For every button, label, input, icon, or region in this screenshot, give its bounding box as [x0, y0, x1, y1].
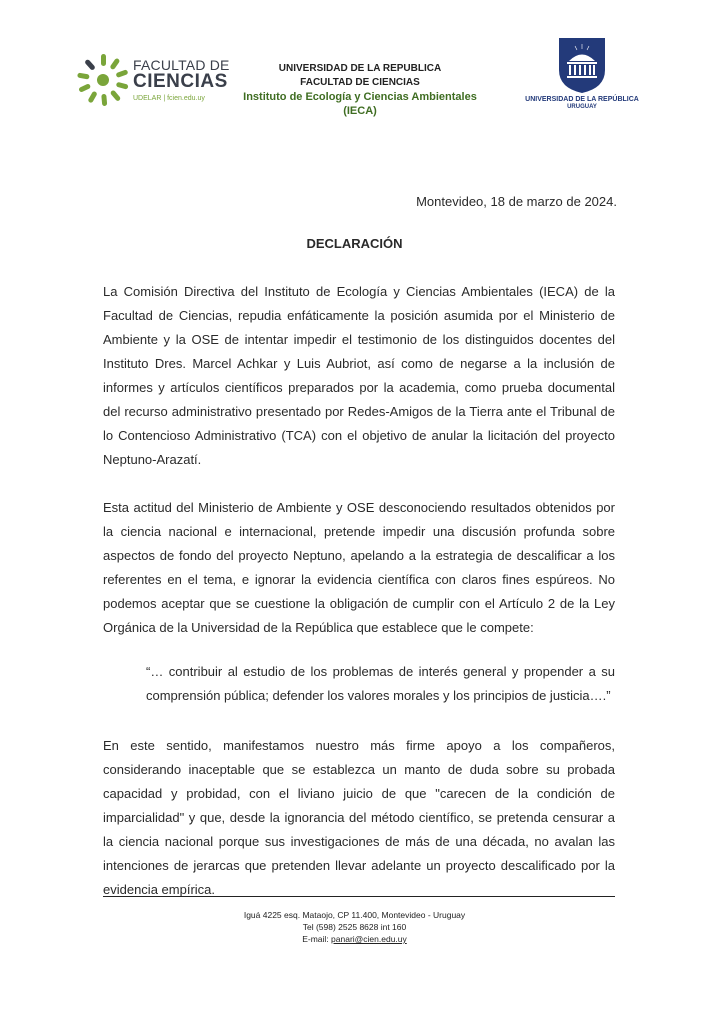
paragraph-3: En este sentido, manifestamos nuestro más firme apoyo a los compañeros, considerando inaceptable que se establezca un manto de duda sobre su probada capacidad y probidad, con el liviano juicio de que "carecen de la condición de imparcialidad" y que, desde la ignorancia del método científico, se pretenda censurar a la ciencia nacional porque sus investigaciones de más de una década, no avalan las intenciones de jerarcas que pretenden llevar adelante un proyecto descalificado por la evidencia empírica.	[103, 738, 615, 897]
udelar-logo-country: URUGUAY	[567, 104, 597, 110]
institution-heading	[225, 62, 495, 118]
footer-divider	[103, 896, 615, 897]
document-title: DECLARACIÓN	[306, 236, 403, 251]
logo-text-ciencias: CIENCIAS	[133, 71, 228, 92]
footer-address: Iguá 4225 esq. Mataojo, CP 11.400, Montevideo - Uruguay	[243, 910, 466, 920]
university-shield-icon	[557, 36, 607, 94]
letterhead	[0, 0, 709, 130]
logo-text-facultad: FACULTAD DE	[133, 57, 230, 73]
university-name: UNIVERSIDAD DE LA REPUBLICA	[278, 63, 442, 74]
logo-text-udelar: UDELAR | fcien.edu.uy	[133, 95, 205, 102]
footer-email-line	[0, 933, 709, 945]
udelar-logo-name: UNIVERSIDAD DE LA REPÚBLICA	[525, 96, 639, 103]
document-date: Montevideo, 18 de marzo de 2024.	[416, 194, 617, 209]
footer-phone: Tel (598) 2525 8628 int 160	[302, 922, 407, 932]
paragraph-2: Esta actitud del Ministerio de Ambiente y OSE desconociendo resultados obtenidos por la ciencia nacional e internacional, pretende impedir una discusión profunda sobre aspectos de fondo del proyecto Neptuno, apelando a la estrategia de descalificar a los referentes en el tema, e ignorar la evidencia científica con claros fines espúreos. No podemos aceptar que se cuestione la obligación de cumplir con el Artículo 2 de la Ley Orgánica de la Universidad de la República que establece que le compete:	[103, 500, 615, 635]
footer-email-link[interactable]: panari@cien.edu.uy	[331, 934, 407, 944]
faculty-name: FACULTAD DE CIENCIAS	[300, 77, 420, 88]
law-quote: “… contribuir al estudio de los problemas de interés general y propender a su comprensión pública; defender los valores morales y los principios de justicia….”	[146, 664, 615, 703]
institute-name: Instituto de Ecología y Ciencias Ambientales (IECA)	[243, 91, 477, 117]
paragraph-1: La Comisión Directiva del Instituto de Ecología y Ciencias Ambientales (IECA) de la Facultad de Ciencias, repudia enfáticamente la posición asumida por el Ministerio de Ambiente y la OSE de intentar impedir el testimonio de los distinguidos docentes del Instituto Dres. Marcel Achkar y Luis Aubriot, así como de negarse a la inclusión de informes y artículos científicos preparados por la academia, como prueba documental del recurso administrativo presentado por Redes-Amigos de la Tierra ante el Tribunal de lo Contencioso Administrativo (TCA) con el objetivo de anular la licitación del proyecto Neptuno-Arazatí.	[103, 284, 615, 467]
udelar-logo	[520, 36, 644, 116]
facultad-ciencias-emblem-icon	[76, 50, 132, 108]
facultad-ciencias-logo	[76, 50, 230, 110]
footer	[0, 909, 709, 945]
footer-email-label: E-mail:	[302, 934, 332, 944]
